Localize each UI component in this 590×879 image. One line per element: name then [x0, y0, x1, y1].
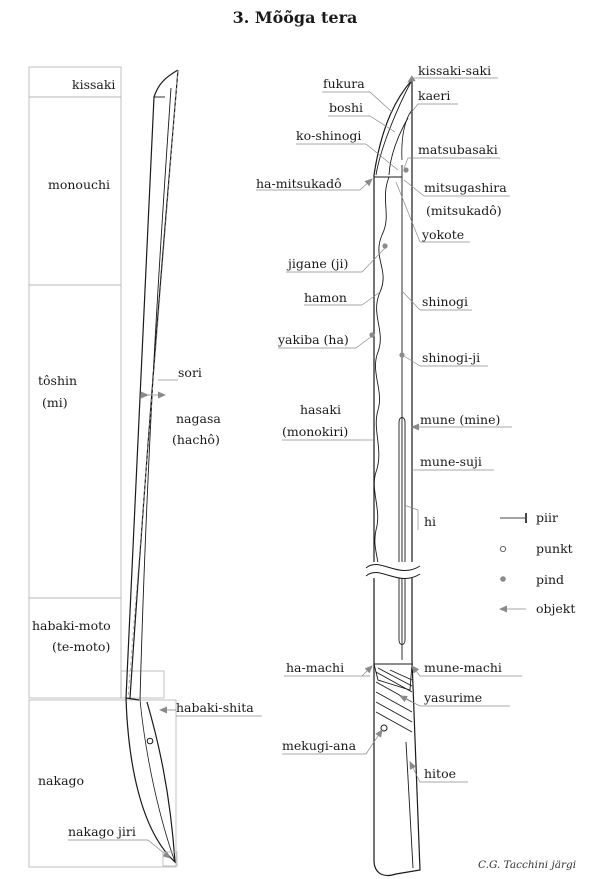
diagram-title: 3. Mõõga tera [232, 8, 358, 27]
label-yasurime: yasurime [424, 690, 483, 705]
label-habaki-moto: habaki-moto [32, 618, 111, 633]
right-blade-outline [374, 80, 420, 875]
label-ha-mitsukado: ha-mitsukadô [256, 176, 342, 191]
right-hitoe-line [406, 742, 413, 868]
label-habaki-shita: habaki-shita [176, 700, 254, 715]
left-blade [126, 70, 178, 862]
label-mune-suji: mune-suji [420, 454, 482, 469]
legend-punkt-symbol [500, 546, 505, 551]
label-kaeri: kaeri [418, 88, 451, 103]
label-shinogi: shinogi [422, 294, 469, 309]
label-kissaki: kissaki [72, 77, 116, 92]
legend-punkt-label: punkt [536, 541, 573, 556]
label-nagasa: nagasa [176, 411, 221, 426]
label-nakago-jiri: nakago jiri [68, 824, 136, 839]
label-hasaki: hasaki [300, 402, 341, 417]
label-fukura: fukura [323, 76, 365, 91]
legend [500, 510, 575, 616]
left-nakago-ridge [140, 700, 175, 862]
label-toshin: tôshin [38, 373, 78, 388]
credit-text: C.G. Tacchini järgi [478, 859, 577, 871]
right-hamon [374, 177, 389, 572]
label-yokote: yokote [422, 227, 465, 242]
label-hitoe: hitoe [424, 766, 456, 781]
label-yakiba: yakiba (ha) [278, 332, 349, 347]
legend-pind-label: pind [536, 572, 565, 587]
label-mi: (mi) [42, 395, 68, 410]
right-label-text [256, 63, 507, 781]
label-mune-machi: mune-machi [424, 660, 502, 675]
left-mune-edge [130, 70, 178, 698]
right-blade [374, 80, 420, 875]
label-shinogi-ji: shinogi-ji [422, 350, 481, 365]
blade-break-mark [366, 562, 420, 579]
label-monouchi: monouchi [48, 177, 111, 192]
left-labels [32, 77, 262, 866]
pind-markers [369, 167, 408, 357]
label-ko-shinogi: ko-shinogi [296, 128, 362, 143]
label-te-moto: (te-moto) [52, 639, 111, 654]
label-hi: hi [424, 514, 437, 529]
label-kissaki-saki: kissaki-saki [418, 63, 492, 78]
label-mitsugashira: mitsugashira [424, 180, 507, 195]
right-kaeri-line [402, 110, 412, 160]
label-ha-machi: ha-machi [286, 660, 345, 675]
label-mune: mune (mine) [420, 412, 501, 427]
label-nakago: nakago [38, 773, 85, 788]
yasurime-hatching [376, 668, 412, 732]
label-mitsukado: (mitsukadô) [426, 203, 502, 218]
label-monokiri: (monokiri) [282, 424, 349, 439]
left-shinogi-line [140, 88, 171, 700]
label-mekugi-ana: mekugi-ana [282, 738, 357, 753]
legend-objekt-label: objekt [536, 601, 576, 616]
label-jigane: jigane (ji) [288, 256, 349, 271]
label-hamon: hamon [304, 290, 347, 305]
legend-piir-label: piir [536, 510, 558, 525]
toshin-box [29, 285, 121, 598]
left-mekugi-ana [147, 738, 153, 744]
label-hacho: (hachô) [172, 432, 220, 447]
legend-pind-symbol [500, 576, 506, 582]
label-matsubasaki: matsubasaki [418, 142, 498, 157]
label-sori: sori [178, 365, 202, 380]
right-boshi-line [389, 118, 408, 175]
label-boshi: boshi [329, 100, 363, 115]
